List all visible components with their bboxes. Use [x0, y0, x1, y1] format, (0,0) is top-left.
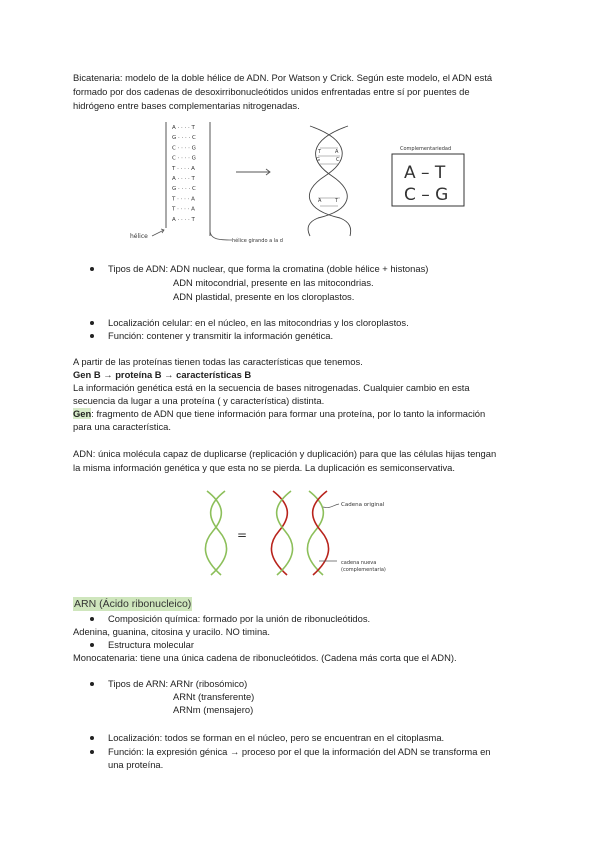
arn-tipos-label: Tipos de ARN: ARNr (ribosómico)	[108, 678, 248, 689]
label-complementaria: (complementaria)	[341, 567, 386, 573]
intro-line-3: hidrógeno entre bases complementarias nitrogenadas.	[73, 100, 300, 111]
strand-curve	[210, 230, 232, 240]
gen-definition: : fragmento de ADN que tiene información para formar una proteína, por lo tanto la información	[91, 408, 486, 419]
label-cadena-original: Cadena original	[341, 502, 385, 508]
svg-text:A: A	[318, 198, 322, 204]
svg-text:T: T	[335, 198, 339, 204]
arn-estructura: Estructura molecular	[108, 639, 194, 650]
bullet-dot	[90, 321, 94, 325]
bullet-dot	[90, 334, 94, 338]
genes-line-4: secuencia da lugar a una proteína ( y característica) distinta.	[73, 395, 325, 406]
base-pair-3: C · · · · G	[172, 145, 196, 152]
base-pair-9: T · · · · A	[172, 206, 195, 213]
copy-helix-2	[307, 491, 328, 575]
transform-arrow	[236, 169, 270, 175]
duplicacion-line-2: la misma información genética y que esta no se pierda. La duplicación es semiconservativa.	[73, 462, 455, 473]
gen-highlight: Gen	[73, 408, 92, 419]
localizacion-adn: Localización celular: en el núcleo, en las mitocondrias y los cloroplastos.	[108, 317, 409, 328]
bullet-dot	[90, 736, 94, 740]
genes-line-6: para una característica.	[73, 421, 171, 432]
tipos-adn-label: Tipos de ADN: ADN nuclear, que forma la cromatina (doble hélice + histonas)	[108, 263, 429, 274]
label-cadena-nueva: cadena nueva	[341, 560, 377, 566]
helix-drawing	[308, 126, 351, 236]
svg-text:C: C	[336, 157, 340, 163]
genes-line-3: La información genética está en la secuencia de bases nitrogenadas. Cualquier cambio en esta	[73, 382, 470, 393]
base-pair-6: A · · · · T	[172, 176, 195, 182]
copy-helix-1	[271, 491, 292, 575]
base-pair-5: T · · · · A	[172, 165, 195, 172]
helice-arrow	[152, 229, 164, 236]
bullet-dot	[90, 617, 94, 621]
base-pair-4: C · · · · G	[172, 155, 196, 162]
base-pair-10: A · · · · T	[172, 216, 195, 223]
svg-text:T: T	[318, 149, 322, 155]
bullet-dot	[90, 267, 94, 271]
funcion-adn: Función: contener y transmitir la información genética.	[108, 330, 334, 341]
tipos-adn-item-3: ADN plastidal, presente en los cloroplastos.	[173, 291, 355, 302]
intro-line-2: formado por dos cadenas de desoxirribonucleótidos unidos enfrentadas entre sí por puentes de	[73, 86, 470, 97]
arn-bases: Adenina, guanina, citosina y uracilo. NO timina.	[73, 626, 270, 637]
original-helix	[205, 491, 226, 575]
label-helice: hélice	[130, 233, 148, 240]
arn-tipos-2: ARNt (transferente)	[173, 691, 255, 702]
arn-composicion: Composición química: formado por la unión de ribonucleótidos.	[108, 613, 371, 624]
comp-row-2: C – G	[404, 185, 449, 205]
svg-text:A: A	[335, 149, 339, 155]
base-pair-2: G · · · · C	[172, 135, 196, 142]
base-pair-7: G · · · · C	[172, 186, 196, 193]
comp-title: Complementariedad	[400, 146, 452, 152]
genes-line-1: A partir de las proteínas tienen todas las características que tenemos.	[73, 356, 363, 367]
replication-figure	[195, 487, 425, 582]
arn-tipos-3: ARNm (mensajero)	[173, 704, 254, 715]
arn-monocatenaria: Monocatenaria: tiene una única cadena de ribonucleótidos. (Cadena más corta que el ADN).	[73, 652, 457, 663]
genes-line-5	[73, 407, 485, 421]
base-pair-8: T · · · · A	[172, 196, 195, 203]
arn-funcion-line-1: Función: la expresión génica → proceso por el que la información del ADN se transforma en	[108, 746, 491, 757]
label-bottom: hélice girando a la d	[232, 238, 283, 244]
dna-figure	[120, 118, 480, 250]
bullet-dot	[90, 682, 94, 686]
equals-sign: =	[237, 528, 248, 542]
svg-text:G: G	[316, 157, 320, 163]
arn-heading: ARN (Ácido ribonucleico)	[74, 598, 192, 610]
comp-row-1: A – T	[404, 163, 446, 183]
duplicacion-line-1: ADN: única molécula capaz de duplicarse (replicación y duplicación) para que las células hijas tengan	[73, 448, 497, 459]
arn-localizacion: Localización: todos se forman en el núcleo, pero se encuentran en el citoplasma.	[108, 732, 445, 743]
intro-line-1: Bicatenaria: modelo de la doble hélice de ADN. Por Watson y Crick. Según este modelo, el ADN está	[73, 72, 493, 83]
bullet-dot	[90, 643, 94, 647]
bullet-dot	[90, 750, 94, 754]
base-pair-1: A · · · · T	[172, 125, 195, 131]
arn-funcion-line-2: una proteína.	[108, 759, 164, 770]
genes-line-2: Gen B → proteína B → características B	[73, 369, 252, 380]
tipos-adn-item-2: ADN mitocondrial, presente en las mitocondrias.	[173, 277, 374, 288]
